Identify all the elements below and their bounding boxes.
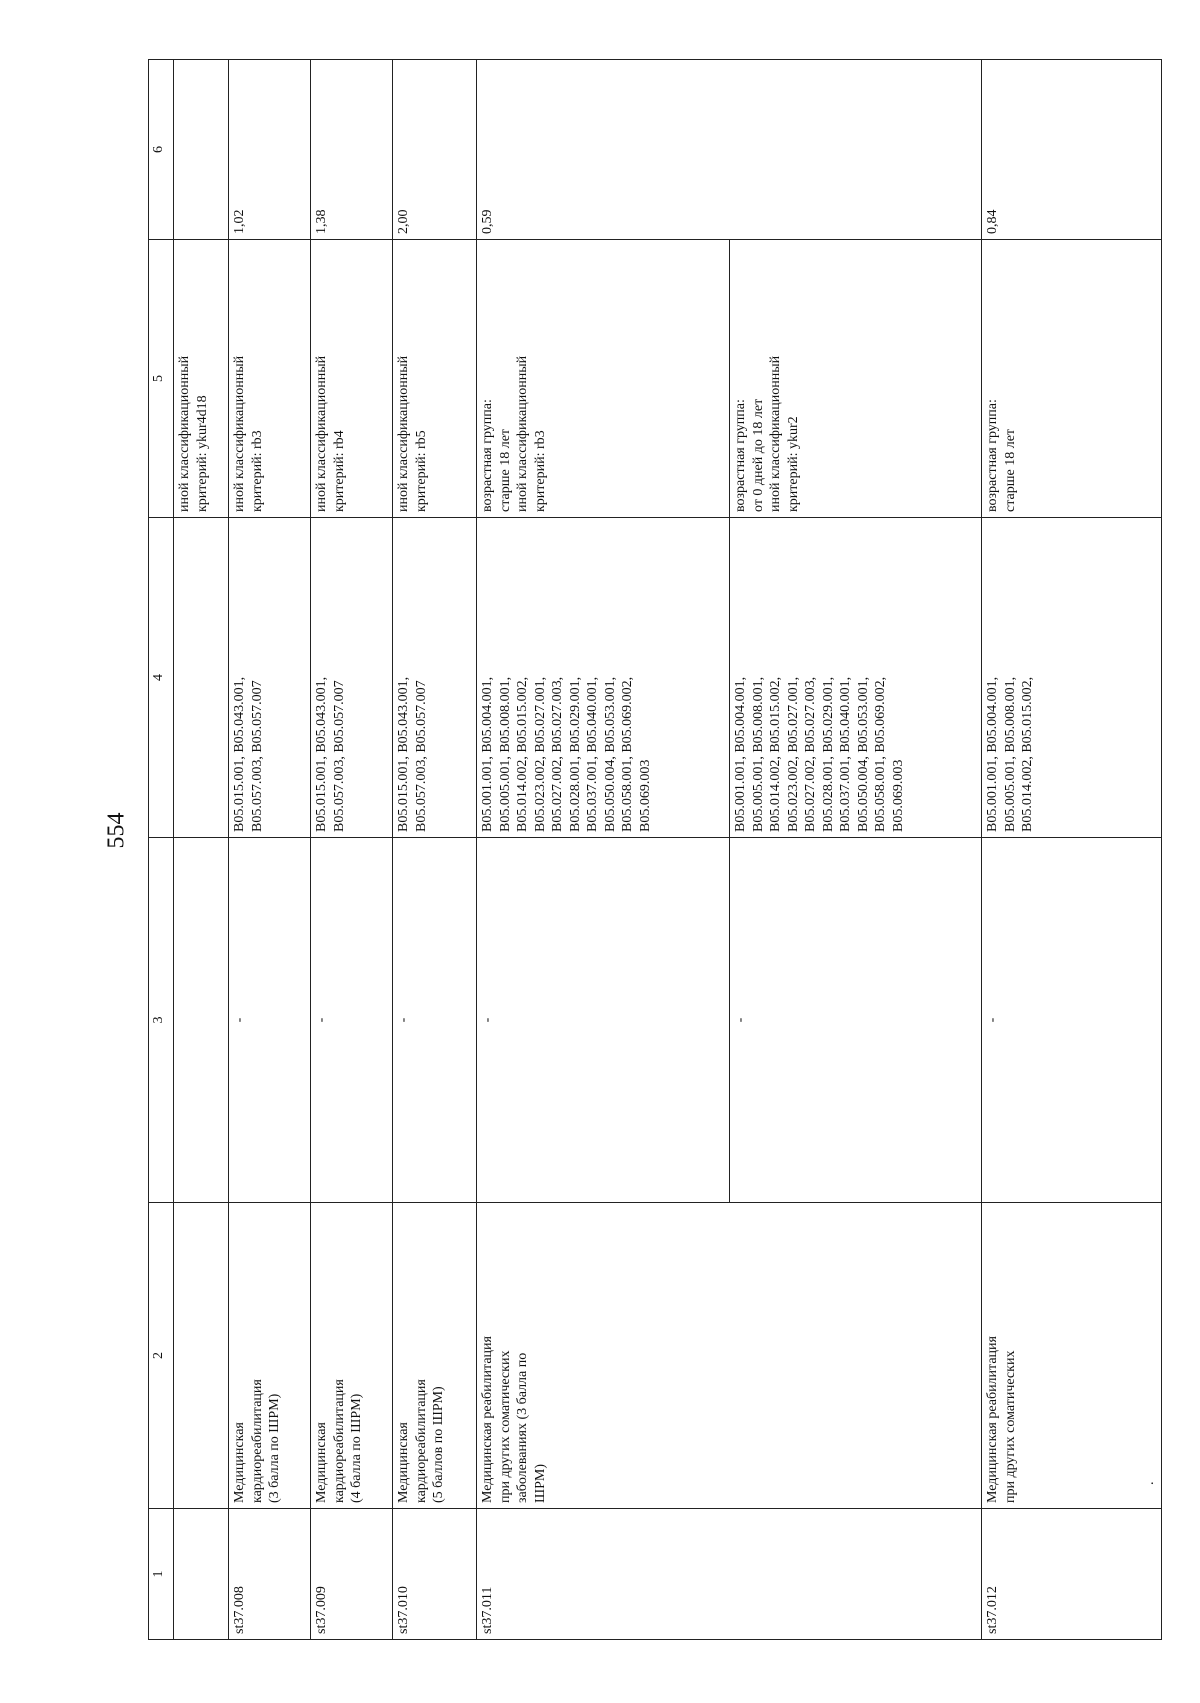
cell-criteria: иной классификационный критерий: rb5: [393, 240, 477, 518]
cell-codes: B05.001.001, B05.004.001, B05.005.001, B05.008.001, B05.014.002, B05.015.002, B05.023.002, B05.027.001, B05.027.002, B05.027.003, B05.028.001, B05.029.001, B05.037.001, B05.040.001, B05.050.004, B05.053.001, B05.058.001, B05.069.002, B05.069.003: [730, 518, 982, 838]
cell-col3: -: [393, 838, 477, 1203]
table-row: [982, 60, 1162, 1640]
cell-code: st37.012: [982, 1509, 1162, 1640]
table-row: [393, 60, 477, 1640]
cell-coefficient: 1,38: [311, 60, 393, 240]
cell-criteria: возрастная группа: от 0 дней до 18 лет иной классификационный критерий: ykur2: [730, 240, 982, 518]
cell-col3: -: [477, 838, 730, 1203]
page-number: [105, 800, 129, 860]
cell-coefficient: 1,02: [229, 60, 311, 240]
cell-col3: -: [730, 838, 982, 1203]
cell-coefficient: 0,84: [982, 60, 1162, 240]
column-header: 3: [149, 838, 174, 1203]
table-row: [477, 60, 730, 1640]
cell-codes: B05.001.001, B05.004.001, B05.005.001, B05.008.001, B05.014.002, B05.015.002, B05.023.002, B05.027.001, B05.027.002, B05.027.003, B05.028.001, B05.029.001, B05.037.001, B05.040.001, B05.050.004, B05.053.001, B05.058.001, B05.069.002, B05.069.003: [477, 518, 730, 838]
cell-col3: -: [311, 838, 393, 1203]
cell-codes: B05.001.001, B05.004.001, B05.005.001, B05.008.001, B05.014.002, B05.015.002,: [982, 518, 1162, 838]
table-header-row: [149, 60, 174, 1640]
cell-name: Медицинская кардиореабилитация (4 балла по ШРМ): [311, 1203, 393, 1509]
tariff-table: [148, 59, 1162, 1640]
table-row: [229, 60, 311, 1640]
cell-code: st37.011: [477, 1509, 982, 1640]
column-header: 1: [149, 1509, 174, 1640]
cell-codes: [174, 518, 229, 838]
cell-name: [982, 1203, 1162, 1509]
cell-name: Медицинская кардиореабилитация (5 баллов по ШРМ): [393, 1203, 477, 1509]
column-header: 6: [149, 60, 174, 240]
cell-coefficient: 2,00: [393, 60, 477, 240]
cell-name: Медицинская реабилитация при других соматических заболеваниях (3 балла по ШРМ): [477, 1203, 982, 1509]
cell-name: Медицинская кардиореабилитация (3 балла по ШРМ): [229, 1203, 311, 1509]
cell-criteria: иной классификационный критерий: rb3: [229, 240, 311, 518]
table-row: [174, 60, 229, 1640]
stray-mark: .: [1142, 1481, 1157, 1485]
cell-col3: -: [229, 838, 311, 1203]
cell-codes: B05.015.001, B05.043.001, B05.057.003, B05.057.007: [393, 518, 477, 838]
cell-criteria: возрастная группа: старше 18 лет: [982, 240, 1162, 518]
cell-name: [174, 1203, 229, 1509]
cell-coefficient: [174, 60, 229, 240]
cell-name-text: Медицинская реабилитация при других соматических: [985, 1336, 1018, 1503]
cell-code: st37.010: [393, 1509, 477, 1640]
cell-col3: [174, 838, 229, 1203]
cell-codes: B05.015.001, B05.043.001, B05.057.003, B05.057.007: [311, 518, 393, 838]
cell-codes: B05.015.001, B05.043.001, B05.057.003, B05.057.007: [229, 518, 311, 838]
column-header: 4: [149, 518, 174, 838]
cell-code: st37.008: [229, 1509, 311, 1640]
column-header: 5: [149, 240, 174, 518]
cell-code: st37.009: [311, 1509, 393, 1640]
page-number-text: 554: [103, 812, 130, 848]
cell-col3: -: [982, 838, 1162, 1203]
cell-code: [174, 1509, 229, 1640]
cell-criteria: иной классификационный критерий: rb4: [311, 240, 393, 518]
table-row: [311, 60, 393, 1640]
cell-coefficient: 0,59: [477, 60, 982, 240]
cell-criteria: иной классификационный критерий: ykur4d18: [174, 240, 229, 518]
cell-criteria: возрастная группа: старше 18 лет иной классификационный критерий: rb3: [477, 240, 730, 518]
tariff-table-container: [148, 60, 1157, 1640]
column-header: 2: [149, 1203, 174, 1509]
